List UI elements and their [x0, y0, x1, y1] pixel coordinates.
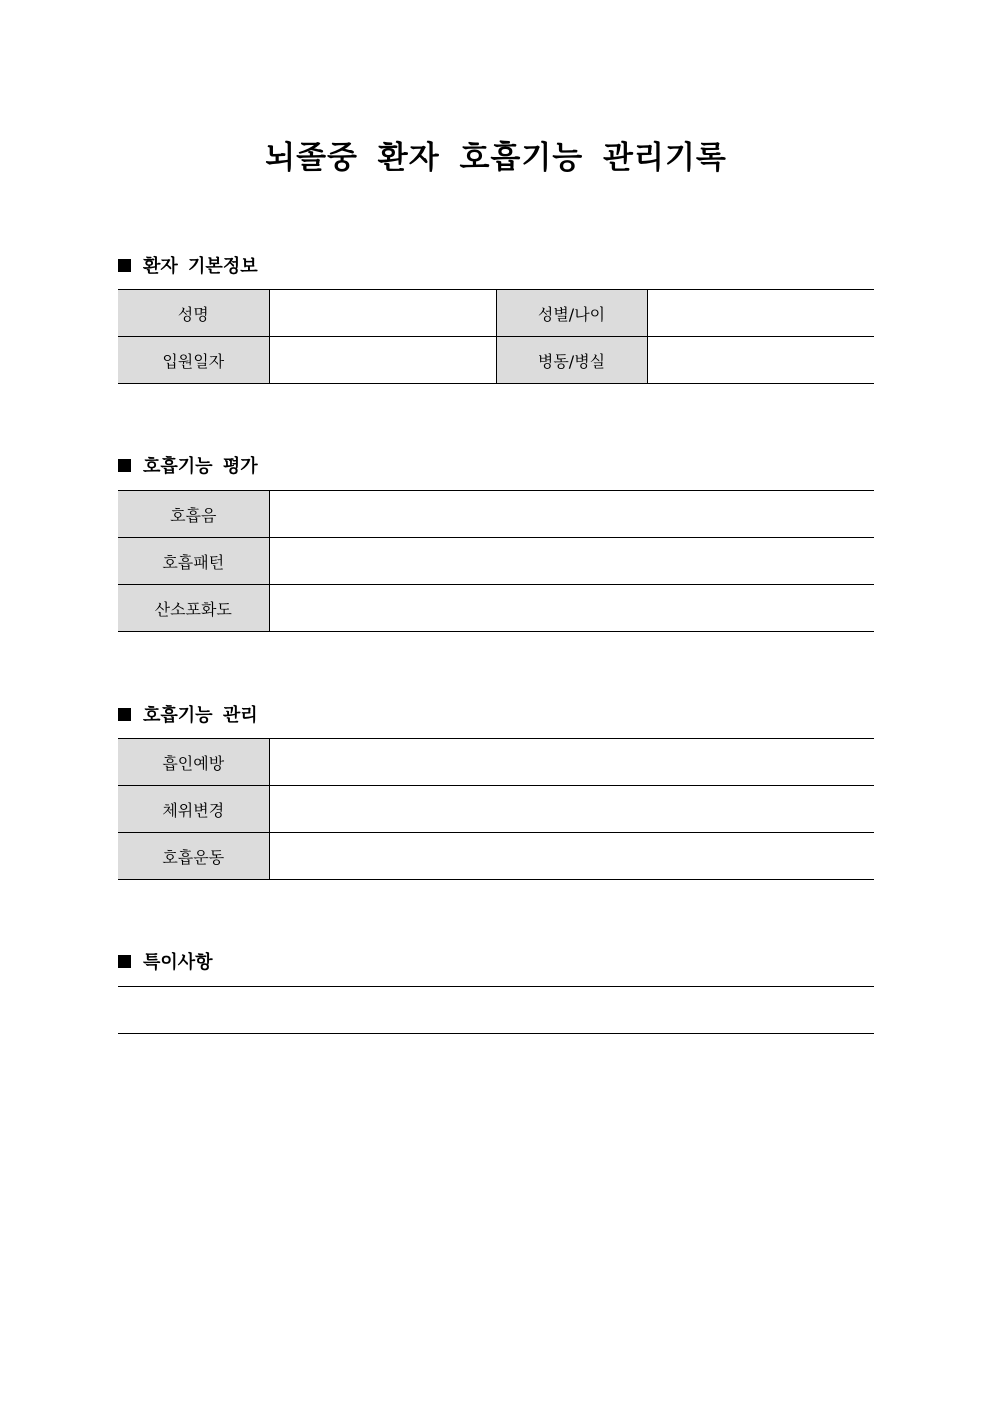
table-row — [118, 833, 874, 880]
name-field[interactable] — [269, 290, 496, 337]
aspiration-prevention-field[interactable] — [269, 739, 874, 786]
assessment-table — [118, 490, 874, 632]
breathing-pattern-field[interactable] — [269, 538, 874, 585]
square-bullet-icon — [118, 459, 131, 472]
section-heading-text: 환자 기본정보 — [143, 256, 258, 277]
square-bullet-icon — [118, 955, 131, 968]
ward-room-field[interactable] — [647, 337, 874, 384]
management-table — [118, 738, 874, 880]
section-heading-text: 호흡기능 관리 — [143, 705, 258, 726]
aspiration-prevention-label: 흡인예방 — [118, 739, 269, 786]
position-change-field[interactable] — [269, 786, 874, 833]
square-bullet-icon — [118, 259, 131, 272]
breath-sound-label: 호흡음 — [118, 491, 269, 538]
document-title: 뇌졸중 환자 호흡기능 관리기록 — [265, 140, 727, 176]
section-heading-assessment — [118, 452, 258, 478]
oxygen-saturation-field[interactable] — [269, 585, 874, 632]
table-row — [118, 538, 874, 585]
breathing-pattern-label: 호흡패턴 — [118, 538, 269, 585]
name-label: 성명 — [118, 290, 269, 337]
section-heading-management — [118, 701, 258, 727]
sex-age-field[interactable] — [647, 290, 874, 337]
breath-sound-field[interactable] — [269, 491, 874, 538]
section-heading-basic-info — [118, 252, 258, 278]
square-bullet-icon — [118, 708, 131, 721]
position-change-label: 체위변경 — [118, 786, 269, 833]
notes-field[interactable] — [118, 986, 874, 1034]
oxygen-saturation-label: 산소포화도 — [118, 585, 269, 632]
breathing-exercise-field[interactable] — [269, 833, 874, 880]
basic-info-table — [118, 289, 874, 384]
sex-age-label: 성별/나이 — [496, 290, 647, 337]
breathing-exercise-label: 호흡운동 — [118, 833, 269, 880]
table-row — [118, 739, 874, 786]
table-row — [118, 786, 874, 833]
section-heading-text: 특이사항 — [143, 952, 213, 973]
table-row — [118, 290, 874, 337]
table-row — [118, 491, 874, 538]
section-heading-notes — [118, 948, 213, 974]
table-row — [118, 337, 874, 384]
ward-room-label: 병동/병실 — [496, 337, 647, 384]
table-row — [118, 585, 874, 632]
section-heading-text: 호흡기능 평가 — [143, 456, 258, 477]
admission-date-label: 입원일자 — [118, 337, 269, 384]
admission-date-field[interactable] — [269, 337, 496, 384]
